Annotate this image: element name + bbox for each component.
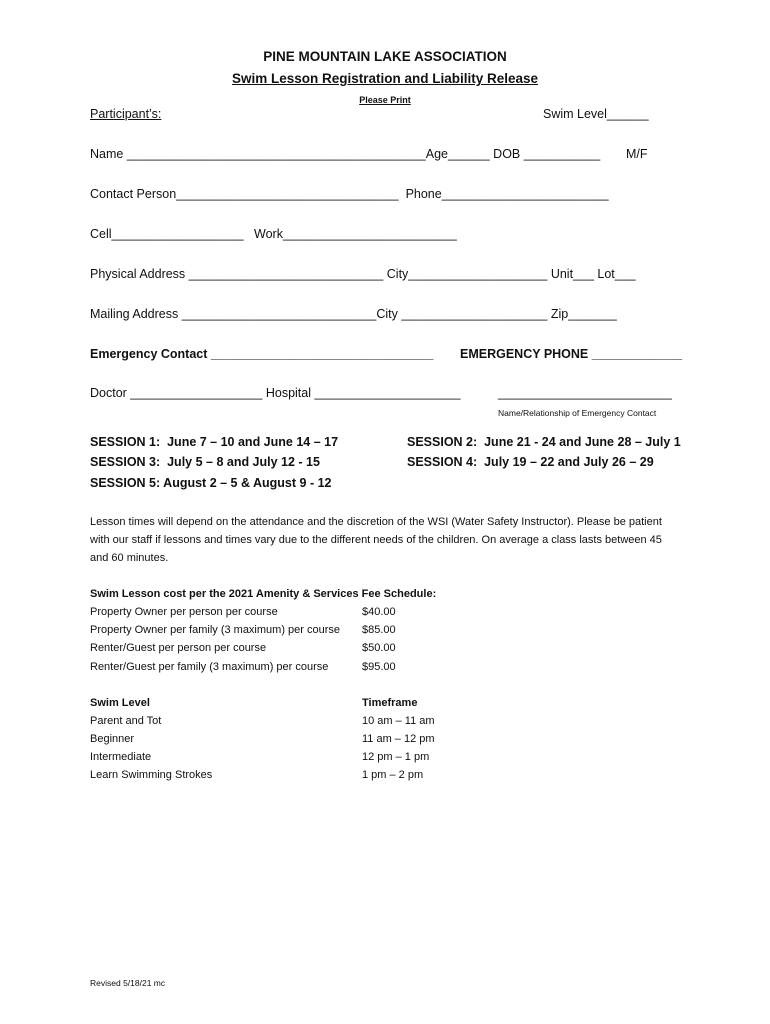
cost-row-label: Renter/Guest per family (3 maximum) per course bbox=[90, 661, 329, 673]
org-name: PINE MOUNTAIN LAKE ASSOCIATION bbox=[263, 49, 507, 64]
cost-row-price: $40.00 bbox=[362, 606, 396, 618]
emergency-relationship-field[interactable]: _________________________ bbox=[498, 386, 672, 400]
emergency-relationship-caption: Name/Relationship of Emergency Contact bbox=[498, 408, 657, 418]
emergency-contact-field[interactable]: Emergency Contact ________________________________ bbox=[90, 347, 434, 361]
swim-level-header: Swim Level bbox=[90, 697, 150, 709]
name-age-dob-field[interactable]: Name ___________________________________________Age______ DOB ___________ bbox=[90, 147, 601, 161]
session-1: SESSION 1: June 7 – 10 and June 14 – 17 bbox=[90, 435, 339, 449]
level-name: Parent and Tot bbox=[90, 715, 162, 727]
level-time: 10 am – 11 am bbox=[362, 715, 435, 727]
level-time: 1 pm – 2 pm bbox=[362, 769, 424, 781]
cost-row-label: Renter/Guest per person per course bbox=[90, 642, 267, 654]
participants-label: Participant’s: bbox=[90, 107, 162, 121]
revision-note: Revised 5/18/21 mc bbox=[90, 978, 166, 988]
cost-row-label: Property Owner per person per course bbox=[90, 606, 278, 618]
session-2: SESSION 2: June 21 - 24 and June 28 – July 1 bbox=[407, 435, 681, 449]
cost-row-label: Property Owner per family (3 maximum) per course bbox=[90, 624, 341, 636]
gender-field[interactable]: M/F bbox=[626, 147, 648, 161]
cost-row-price: $95.00 bbox=[362, 661, 396, 673]
form-title: Swim Lesson Registration and Liability Release bbox=[231, 71, 539, 86]
doctor-hospital-field[interactable]: Doctor ___________________ Hospital _____________________ bbox=[90, 386, 461, 400]
level-time: 12 pm – 1 pm bbox=[362, 751, 430, 763]
please-print-note: Please Print bbox=[359, 95, 411, 105]
contact-phone-field[interactable]: Contact Person________________________________ Phone________________________ bbox=[90, 187, 609, 201]
emergency-phone-field[interactable]: EMERGENCY PHONE _____________ bbox=[460, 347, 683, 361]
session-5: SESSION 5: August 2 – 5 & August 9 - 12 bbox=[90, 476, 332, 490]
cost-row-price: $85.00 bbox=[362, 624, 396, 636]
physical-address-field[interactable]: Physical Address ____________________________ City____________________ Unit___ Lot___ bbox=[90, 267, 636, 281]
cell-work-field[interactable]: Cell___________________ Work_________________________ bbox=[90, 227, 457, 241]
lesson-notice: Lesson times will depend on the attendance and the discretion of the WSI (Water Safety Instructor). Please be patient with our staff if lessons and times vary due to the different needs of the children. On average a class lasts between 45 and 60 minutes. bbox=[90, 516, 662, 564]
session-3: SESSION 3: July 5 – 8 and July 12 - 15 bbox=[90, 455, 320, 469]
mailing-address-field[interactable]: Mailing Address ____________________________City _____________________ Zip_______ bbox=[90, 307, 617, 321]
cost-row-price: $50.00 bbox=[362, 642, 396, 654]
level-name: Learn Swimming Strokes bbox=[90, 769, 213, 781]
level-time: 11 am – 12 pm bbox=[362, 733, 435, 745]
level-name: Intermediate bbox=[90, 751, 152, 763]
cost-heading: Swim Lesson cost per the 2021 Amenity & Services Fee Schedule: bbox=[90, 588, 437, 600]
swim-level-field[interactable]: Swim Level______ bbox=[543, 107, 649, 121]
level-name: Beginner bbox=[90, 733, 135, 745]
session-4: SESSION 4: July 19 – 22 and July 26 – 29 bbox=[407, 455, 654, 469]
timeframe-header: Timeframe bbox=[362, 697, 418, 709]
